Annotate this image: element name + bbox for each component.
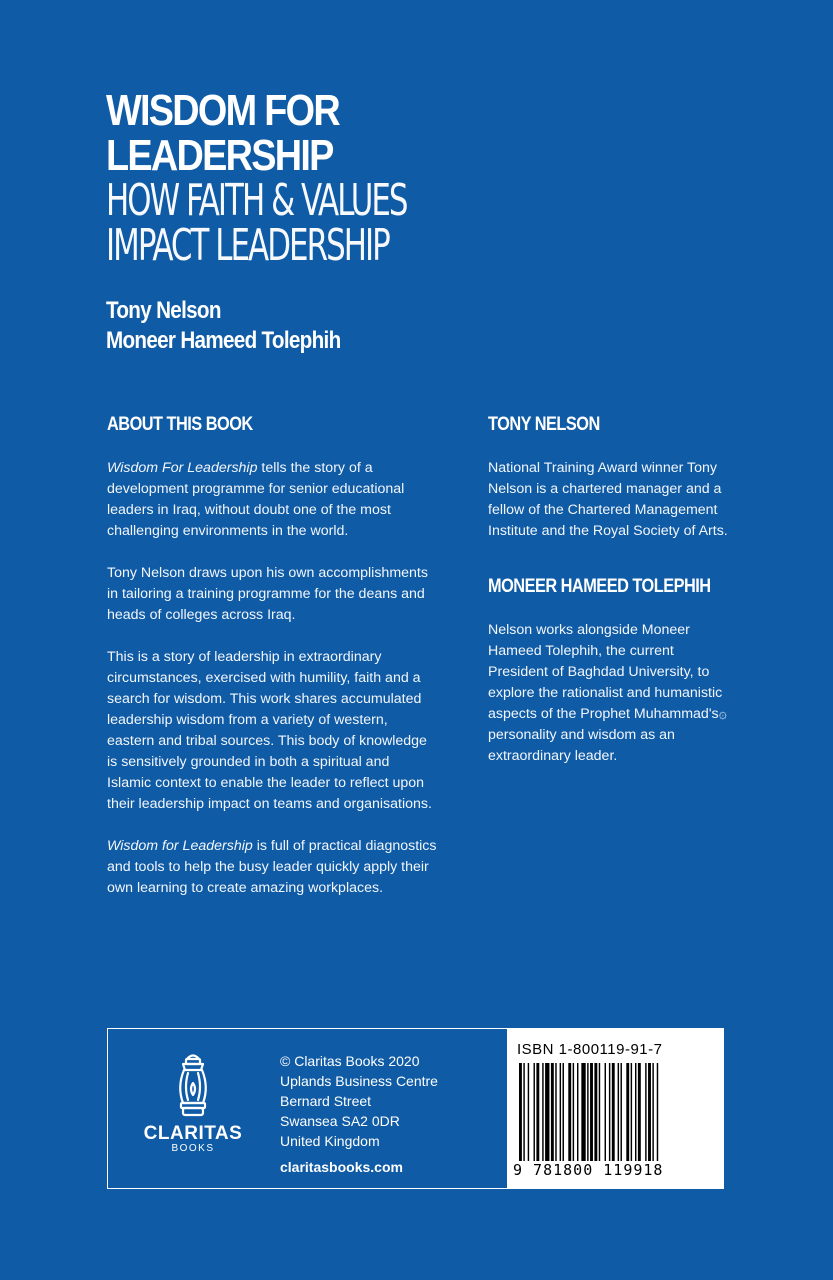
- book-title: [106, 86, 706, 271]
- barcode-bar: [609, 1063, 610, 1167]
- barcode-bar: [545, 1063, 549, 1167]
- lantern-icon: [171, 1051, 215, 1119]
- bio-1-heading: TONY NELSON: [488, 414, 600, 435]
- barcode-bar: [626, 1063, 629, 1167]
- barcode-bar: [577, 1063, 578, 1167]
- barcode-bar: [594, 1063, 597, 1167]
- about-section: [107, 412, 437, 920]
- barcode-bar: [563, 1063, 564, 1167]
- about-paragraph-1-text: tells the story of a development programme for senior educational leaders in Iraq, without doubt one of the most challenging environments in the world.: [107, 460, 405, 539]
- about-paragraph-1: [107, 458, 437, 542]
- barcode-bar: [590, 1063, 593, 1167]
- author-bios: [488, 412, 733, 788]
- about-paragraph-3: This is a story of leadership in extraordinary circumstances, exercised with humility, faith and a search for wisdom. This work shares accumulated leadership wisdom from a variety of western, eastern and tribal sources. This body of knowledge is sensitively grounded in both a spiritual and Islamic context to enable the leader to reflect upon their leadership impact on teams and organisations.: [107, 649, 432, 812]
- publisher-address: [280, 1051, 438, 1177]
- barcode-bar: [534, 1063, 535, 1167]
- barcode-bar: [587, 1063, 588, 1167]
- bio-2-text: Nelson works alongside Moneer Hameed Tolephih, the current President of Baghdad University, to explore the rationalist and humanistic aspects of the Prophet Muhammad's۞ personality and wisdom as an extraordinary leader.: [488, 622, 727, 764]
- about-paragraph-2: Tony Nelson draws upon his own accomplishments in tailoring a training programme for the deans and heads of colleges across Iraq.: [107, 565, 428, 623]
- address-line-4: United Kingdom: [280, 1133, 380, 1149]
- author-2: Moneer Hameed Tolephih: [106, 327, 341, 354]
- subtitle-line-2: IMPACT LEADERSHIP: [106, 220, 389, 271]
- barcode-bar: [635, 1063, 636, 1167]
- book-title-italic: Wisdom For Leadership: [107, 460, 258, 476]
- barcode-bar: [581, 1063, 585, 1167]
- barcode-bar: [645, 1063, 646, 1167]
- barcode-bar: [657, 1063, 658, 1167]
- barcode-bar: [612, 1063, 615, 1167]
- barcode-bar: [605, 1063, 606, 1167]
- barcode-bar: [560, 1063, 561, 1167]
- logo-name: CLARITAS: [143, 1123, 243, 1144]
- barcode-bar: [599, 1063, 600, 1167]
- title-line-1: WISDOM FOR: [106, 86, 339, 135]
- logo-subtitle: BOOKS: [171, 1143, 215, 1154]
- barcode-bar: [519, 1063, 522, 1167]
- barcode-digits: 9 781800 119918: [513, 1161, 717, 1179]
- barcode-bar: [568, 1063, 571, 1167]
- address-line-1: Uplands Business Centre: [280, 1073, 438, 1089]
- barcode-bar: [555, 1063, 556, 1167]
- bio-2-heading: MONEER HAMEED TOLEPHIH: [488, 576, 711, 597]
- address-line-3: Swansea SA2 0DR: [280, 1113, 400, 1129]
- barcode-bar: [618, 1063, 619, 1167]
- barcode: [507, 1029, 723, 1188]
- isbn-label: ISBN 1-800119-91-7: [517, 1041, 663, 1058]
- barcode-bar: [631, 1063, 632, 1167]
- publisher-website: claritasbooks.com: [280, 1159, 403, 1175]
- about-paragraph-4: [107, 836, 437, 899]
- about-paragraph-4-text: is full of practical diagnostics and tools to help the busy leader quickly apply their own learning to create amazing workplaces.: [107, 838, 437, 896]
- subtitle-line-1: HOW FAITH & VALUES: [106, 175, 407, 226]
- copyright-line: © Claritas Books 2020: [280, 1053, 420, 1069]
- barcode-bar: [536, 1063, 539, 1167]
- publisher-logo: [138, 1051, 248, 1154]
- barcode-bar: [573, 1063, 574, 1167]
- about-heading: ABOUT THIS BOOK: [107, 414, 253, 435]
- title-line-2: LEADERSHIP: [106, 131, 333, 180]
- author-list: [106, 296, 379, 356]
- barcode-bar: [551, 1063, 554, 1167]
- barcode-bar: [523, 1063, 524, 1167]
- barcode-bar: [542, 1063, 543, 1167]
- barcode-bar: [528, 1063, 529, 1167]
- barcode-bar: [648, 1063, 651, 1167]
- bio-1-text: National Training Award winner Tony Nelson is a chartered manager and a fellow of the Chartered Management Institute and the Royal Society of Arts.: [488, 460, 728, 539]
- barcode-bars: [519, 1063, 711, 1167]
- publisher-box: [107, 1028, 724, 1189]
- address-line-2: Bernard Street: [280, 1093, 372, 1109]
- book-title-italic: Wisdom for Leadership: [107, 838, 253, 854]
- author-1: Tony Nelson: [106, 297, 221, 324]
- barcode-bar: [652, 1063, 653, 1167]
- barcode-bar: [638, 1063, 641, 1167]
- barcode-bar: [621, 1063, 622, 1167]
